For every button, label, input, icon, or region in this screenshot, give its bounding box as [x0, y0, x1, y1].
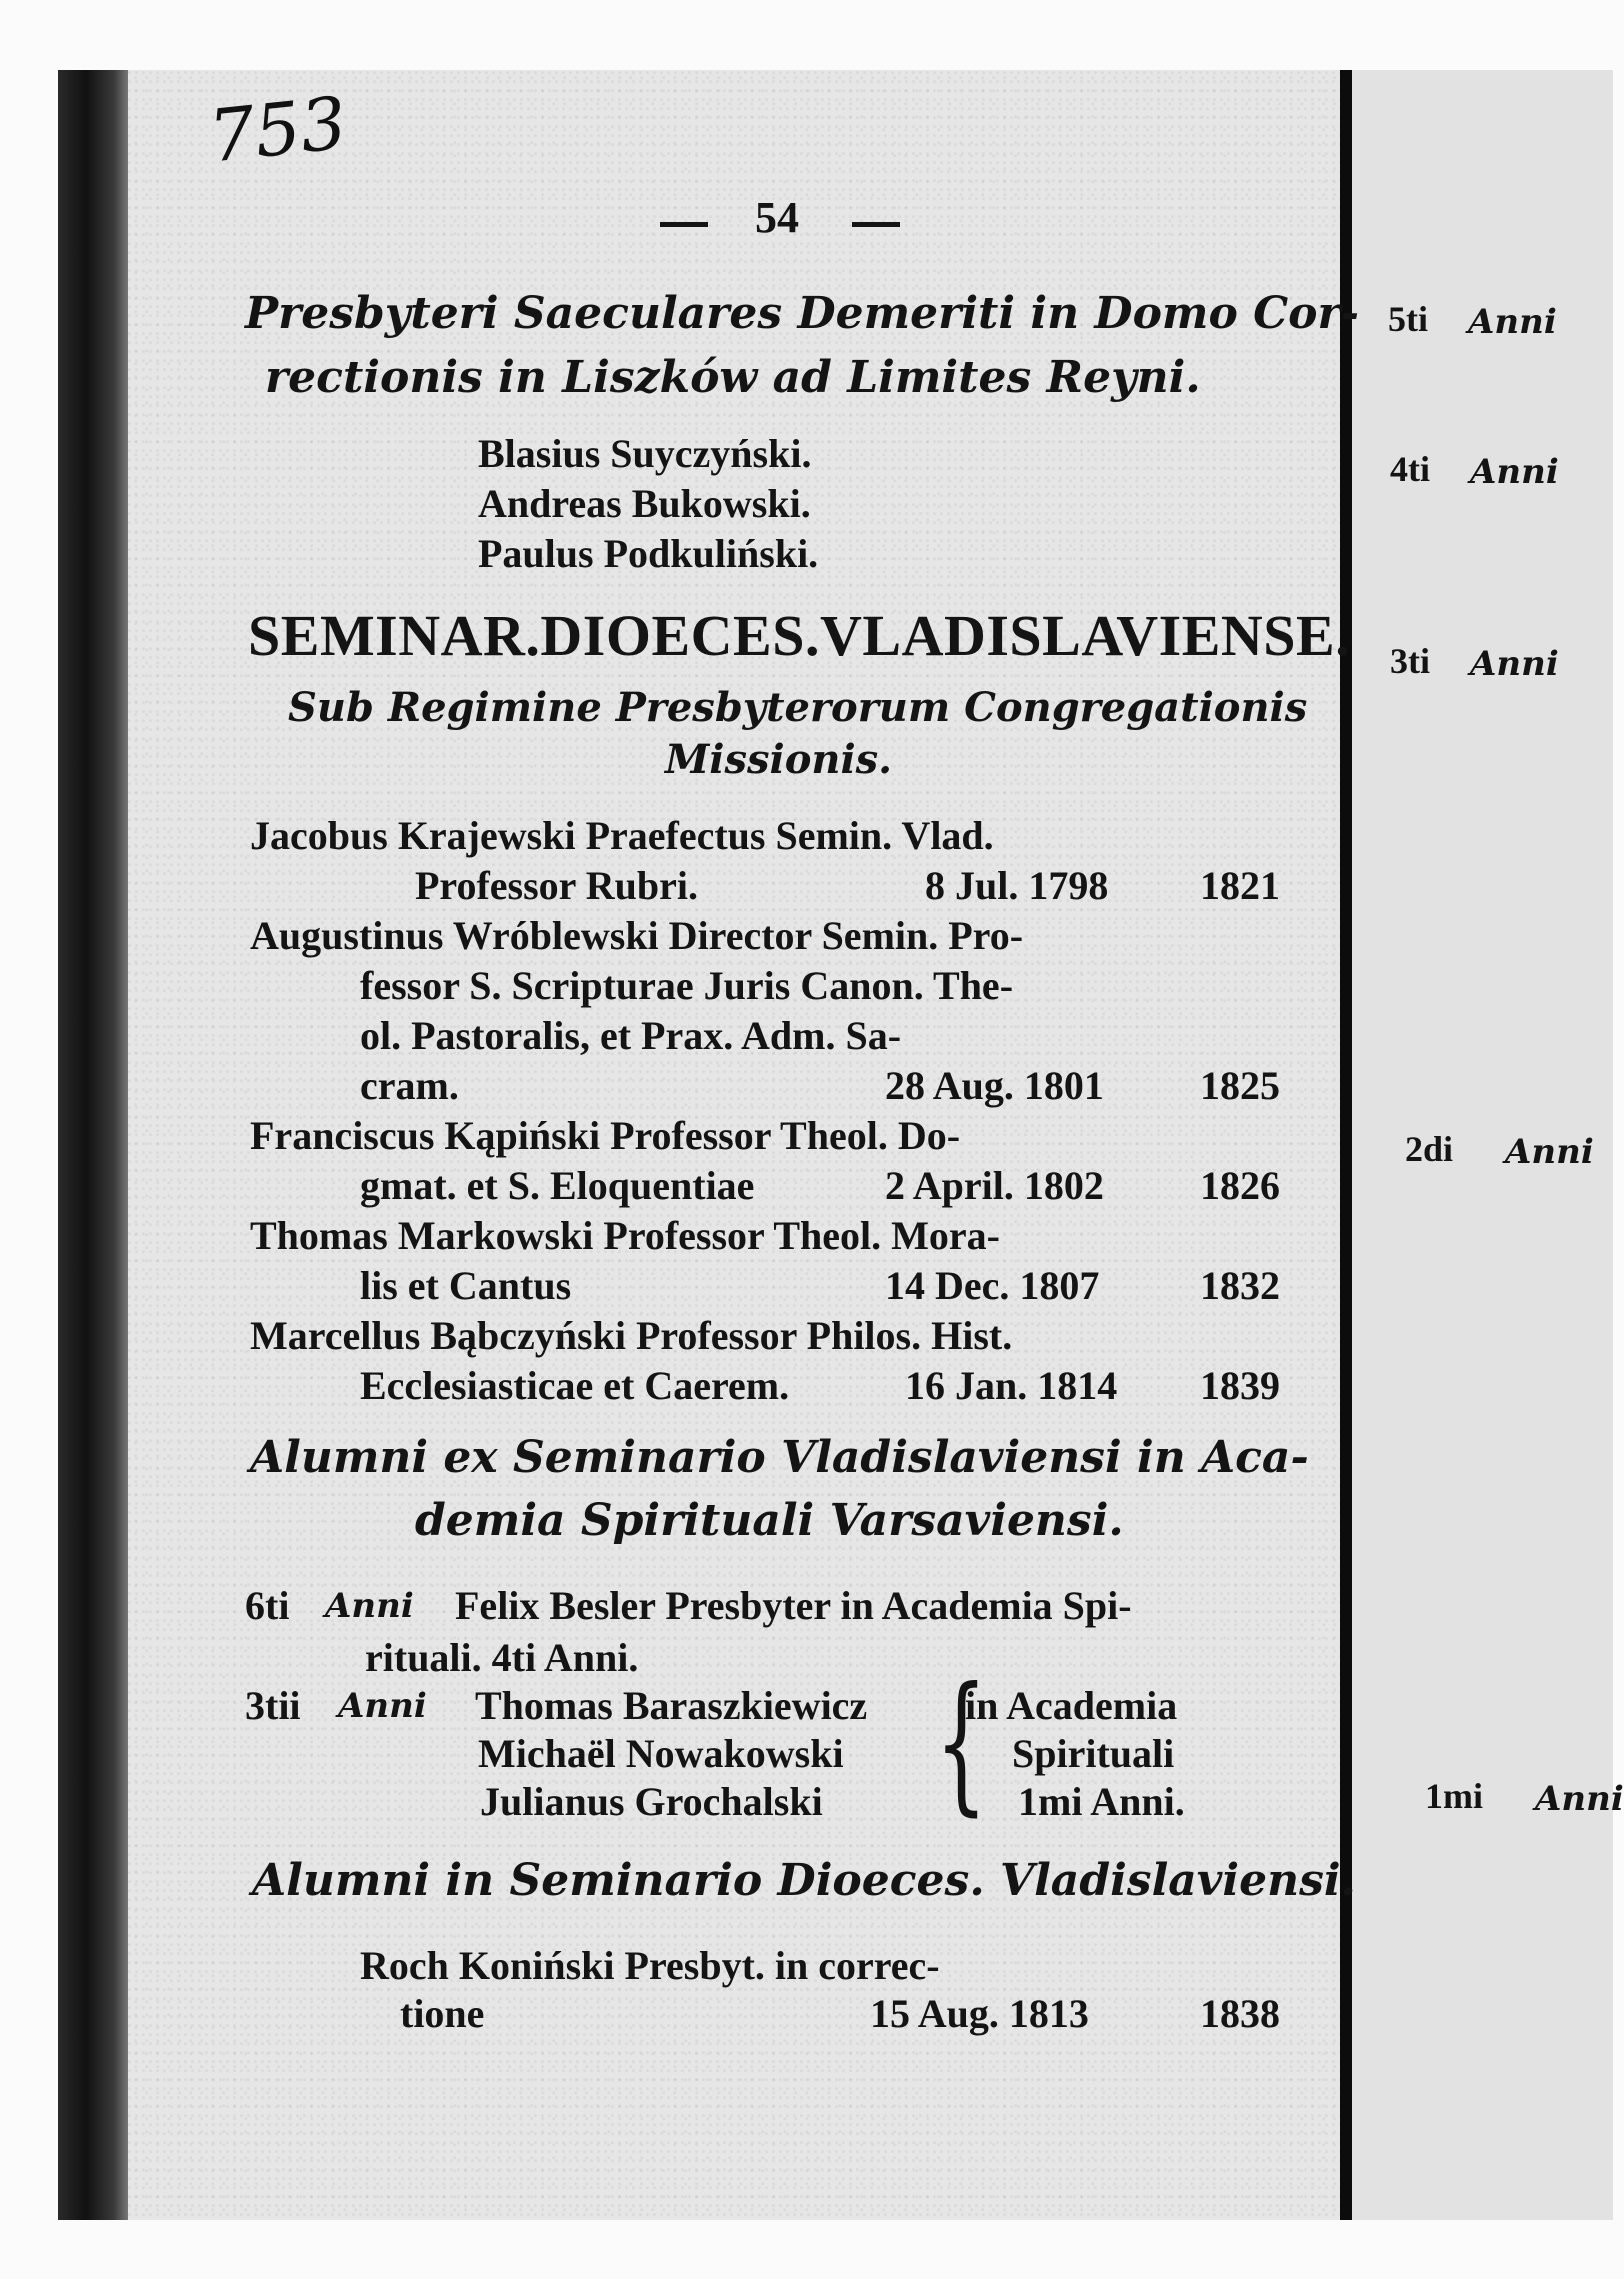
staff-entry-date: 16 Jan. 1814 — [905, 1363, 1118, 1408]
staff-entry-date: 14 Dec. 1807 — [885, 1263, 1100, 1308]
next-page-prefix: 5ti — [1388, 299, 1428, 339]
staff-entry-line: Marcellus Bąbczyński Professor Philos. Hist. — [250, 1313, 1013, 1358]
staff-entry-line: Franciscus Kąpiński Professor Theol. Do- — [250, 1113, 961, 1158]
alumni-group-note: Spirituali — [1012, 1731, 1175, 1776]
staff-entry-line: gmat. et S. Eloquentiae — [360, 1163, 755, 1208]
next-page-anni: Anni — [1470, 452, 1559, 492]
page-number-dash-right — [852, 222, 900, 227]
priest-name: Andreas Bukowski. — [478, 481, 811, 526]
staff-entry-line: Thomas Markowski Professor Theol. Mora- — [250, 1213, 1000, 1258]
staff-entry-line: Ecclesiasticae et Caerem. — [360, 1363, 790, 1408]
staff-entry-line: fessor S. Scripturae Juris Canon. The- — [360, 963, 1014, 1008]
alumni-group-note: 1mi Anni. — [1018, 1779, 1185, 1824]
alumni-academia-title-line2: demia Spirituali Varsaviensi. — [415, 1495, 1124, 1546]
year-prefix: 6ti — [245, 1583, 290, 1628]
handwritten-number: 753 — [205, 80, 351, 179]
staff-entry-line: cram. — [360, 1063, 459, 1108]
curly-brace-icon: { — [935, 1656, 988, 1830]
next-page-anni: Anni — [1505, 1132, 1594, 1172]
next-page-prefix: 3ti — [1390, 641, 1430, 681]
seminary-subtitle-line2: Missionis. — [665, 736, 893, 783]
staff-entry-line: Augustinus Wróblewski Director Semin. Pro- — [250, 913, 1024, 958]
next-page-prefix: 2di — [1405, 1129, 1454, 1169]
staff-entry-year: 1832 — [1200, 1263, 1280, 1308]
staff-entry-line: Professor Rubri. — [415, 863, 698, 908]
alumni-seminario-title: Alumni in Seminario Dioeces. Vladislaviensi. — [252, 1855, 1356, 1906]
page-number: 54 — [755, 193, 799, 242]
year-prefix: 3tii — [245, 1683, 301, 1728]
alumnus-name: Michaël Nowakowski — [478, 1731, 844, 1776]
next-page-anni: Anni — [1470, 644, 1559, 684]
priest-name: Paulus Podkuliński. — [478, 531, 819, 576]
anni-label: Anni — [338, 1686, 427, 1726]
alumnus-entry-line: Roch Koniński Presbyt. in correc- — [360, 1943, 940, 1988]
staff-entry-year: 1839 — [1200, 1363, 1280, 1408]
next-page-anni: Anni — [1535, 1779, 1624, 1819]
alumnus-entry-date: 15 Aug. 1813 — [870, 1991, 1089, 2036]
priest-name: Blasius Suyczyński. — [478, 431, 812, 476]
staff-entry-line: Jacobus Krajewski Praefectus Semin. Vlad. — [250, 813, 994, 858]
alumnus-entry-year: 1838 — [1200, 1991, 1280, 2036]
staff-entry-line: lis et Cantus — [360, 1263, 572, 1308]
staff-entry-year: 1825 — [1200, 1063, 1280, 1108]
seminary-subtitle-line1: Sub Regimine Presbyterorum Congregationis — [288, 684, 1308, 731]
alumnus-entry-line: tione — [400, 1991, 485, 2036]
alumnus-name: Julianus Grochalski — [480, 1779, 823, 1824]
staff-entry-year: 1826 — [1200, 1163, 1280, 1208]
alumni-group-note: in Academia — [965, 1683, 1178, 1728]
staff-entry-date: 8 Jul. 1798 — [925, 863, 1109, 908]
staff-entry-line: ol. Pastoralis, et Prax. Adm. Sa- — [360, 1013, 902, 1058]
anni-label: Anni — [325, 1586, 414, 1626]
staff-entry-year: 1821 — [1200, 863, 1280, 908]
staff-entry-date: 28 Aug. 1801 — [885, 1063, 1104, 1108]
alumnus-entry-line: rituali. 4ti Anni. — [365, 1635, 639, 1680]
next-page-prefix: 4ti — [1390, 449, 1430, 489]
page-number-dash-left — [660, 222, 708, 227]
section-title-line1: Presbyteri Saeculares Demeriti in Domo Cor- — [245, 288, 1359, 339]
next-page-anni: Anni — [1468, 302, 1557, 342]
alumni-academia-title-line1: Alumni ex Seminario Vladislaviensi in Aca- — [250, 1432, 1309, 1483]
next-page-prefix: 1mi — [1425, 1776, 1483, 1816]
alumnus-name: Thomas Baraszkiewicz — [475, 1683, 868, 1728]
alumnus-entry-line: Felix Besler Presbyter in Academia Spi- — [455, 1583, 1132, 1628]
section-title-line2: rectionis in Liszków ad Limites Reyni. — [265, 352, 1201, 403]
seminary-title: SEMINAR.DIOECES.VLADISLAVIENSE. — [248, 603, 1351, 668]
book-spine — [58, 70, 128, 2220]
staff-entry-date: 2 April. 1802 — [885, 1163, 1104, 1208]
